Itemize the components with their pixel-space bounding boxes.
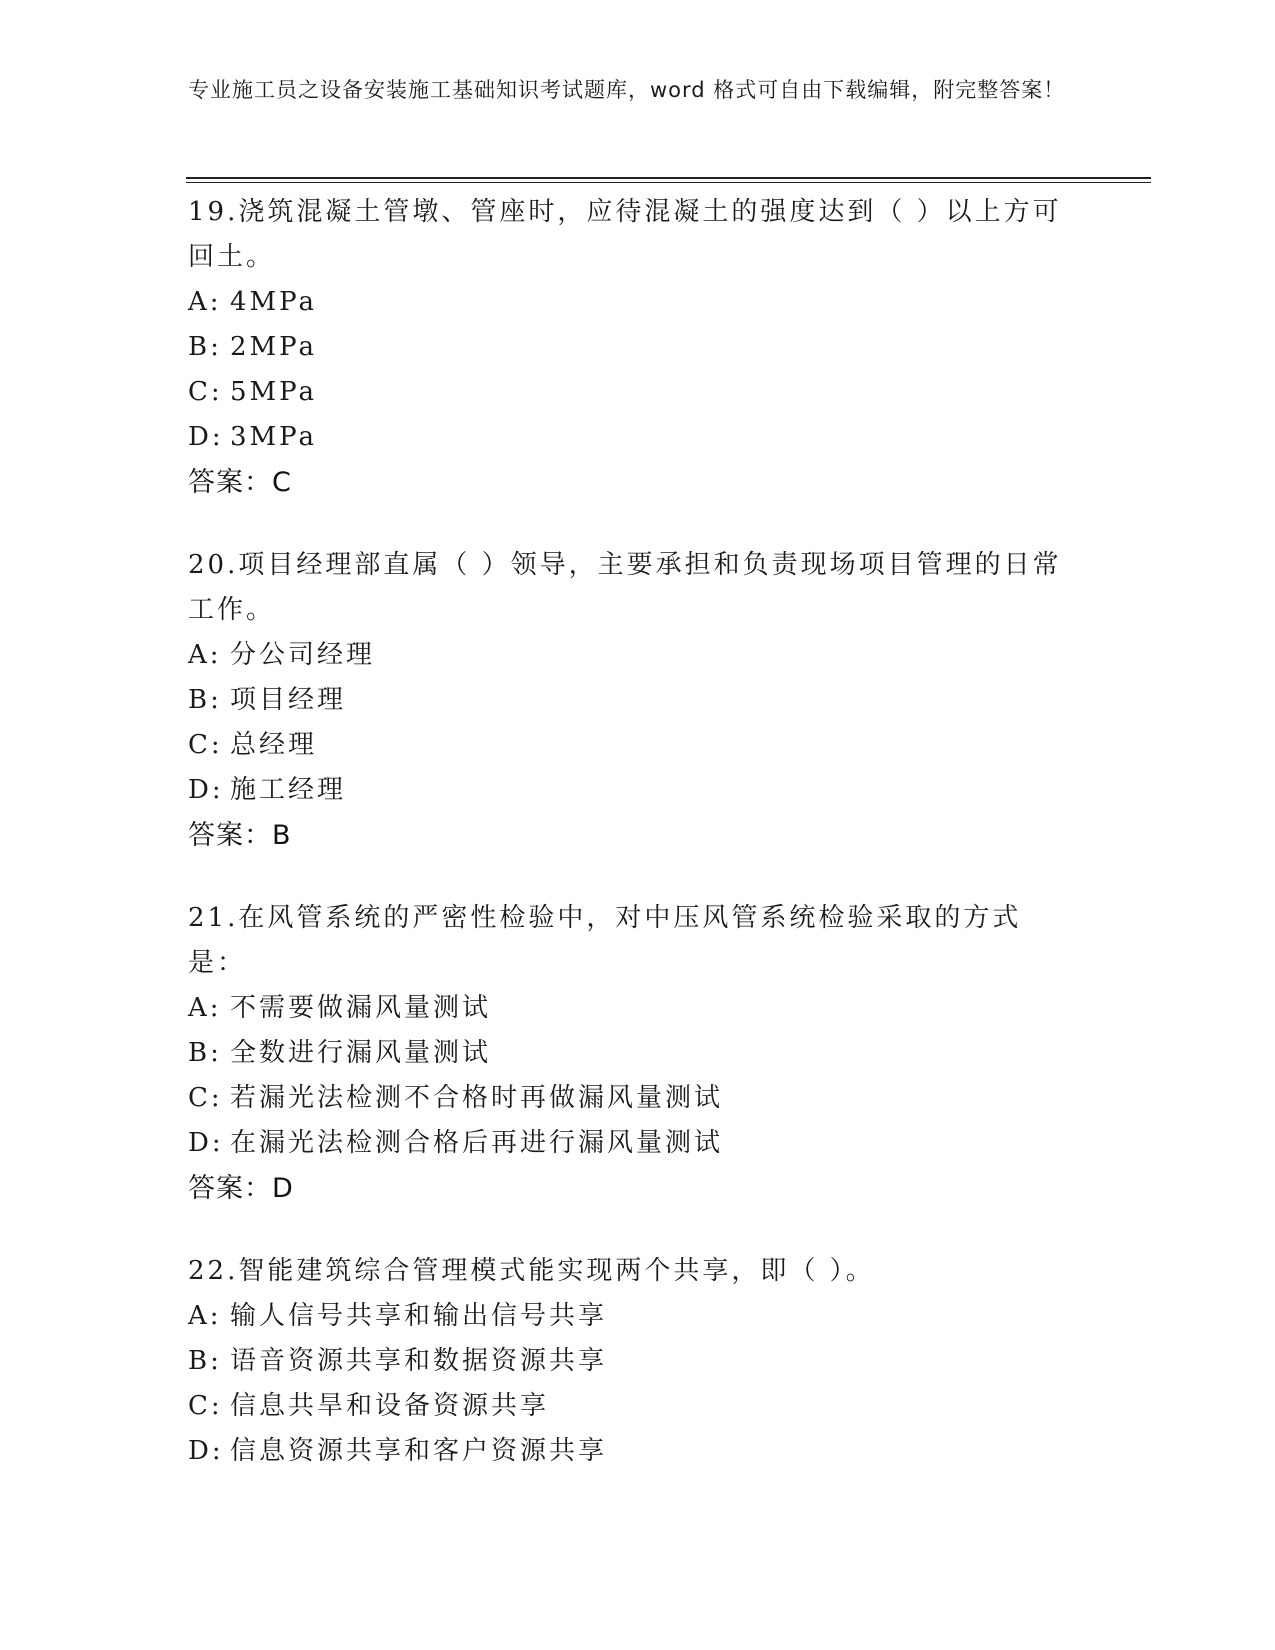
option-text: 总经理 [230,730,318,760]
option-b [188,1339,1068,1384]
option-d [188,1121,1068,1166]
answer-line: 答案：B [188,820,292,851]
option-key: C: [188,1391,223,1421]
option-text: 项目经理 [230,685,347,715]
option-key: B: [188,1346,222,1376]
option-key: A: [188,1301,222,1331]
option-key: C: [188,377,223,407]
option-c [188,723,1068,768]
option-text: 分公司经理 [230,640,376,670]
question-stem: 19.浇筑混凝土管墩、管座时，应待混凝土的强度达到（ ）以上方可回土。 [188,197,1062,272]
option-text: 4MPa [230,287,317,317]
question-20 [188,543,1068,858]
question-list [188,190,1068,1512]
option-a [188,986,1068,1031]
question-22 [188,1249,1068,1474]
option-key: C: [188,1083,223,1113]
question-stem: 21.在风管系统的严密性检验中，对中压风管系统检验采取的方式是： [188,903,1022,978]
option-b [188,325,1068,370]
option-text: 不需要做漏风量测试 [230,993,492,1023]
option-a [188,633,1068,678]
option-d [188,415,1068,460]
option-text: 在漏光法检测合格后再进行漏风量测试 [230,1128,724,1158]
option-c [188,370,1068,415]
option-text: 信息资源共享和客户资源共享 [230,1436,608,1466]
option-key: B: [188,685,222,715]
option-key: D: [188,775,224,805]
question-21 [188,896,1068,1211]
option-b [188,1031,1068,1076]
header-divider-thick [186,177,1151,179]
option-key: A: [188,640,222,670]
header-divider-thin [186,182,1151,183]
option-text: 输人信号共享和输出信号共享 [230,1301,608,1331]
question-stem: 22.智能建筑综合管理模式能实现两个共享，即（ ）。 [188,1256,875,1286]
option-text: 全数进行漏风量测试 [230,1038,492,1068]
option-a [188,280,1068,325]
option-d [188,768,1068,813]
option-key: D: [188,422,224,452]
option-key: C: [188,730,223,760]
option-text: 施工经理 [230,775,347,805]
option-d [188,1429,1068,1474]
answer-line: 答案：D [188,1173,294,1204]
option-text: 信息共旱和设备资源共享 [230,1391,550,1421]
option-key: A: [188,993,222,1023]
option-a [188,1294,1068,1339]
page-header: 专业施工员之设备安装施工基础知识考试题库，word 格式可自由下载编辑，附完整答案！ [188,78,1066,102]
option-text: 2MPa [230,332,317,362]
question-19 [188,190,1068,505]
option-text: 若漏光法检测不合格时再做漏风量测试 [230,1083,724,1113]
option-c [188,1384,1068,1429]
option-key: D: [188,1436,224,1466]
option-key: D: [188,1128,224,1158]
option-key: B: [188,332,222,362]
option-key: B: [188,1038,222,1068]
option-b [188,678,1068,723]
option-text: 语音资源共享和数据资源共享 [230,1346,608,1376]
option-c [188,1076,1068,1121]
question-stem: 20.项目经理部直属（ ）领导，主要承担和负责现场项目管理的日常工作。 [188,550,1062,625]
option-text: 3MPa [230,422,317,452]
option-key: A: [188,287,222,317]
answer-line: 答案：C [188,467,292,498]
option-text: 5MPa [230,377,317,407]
